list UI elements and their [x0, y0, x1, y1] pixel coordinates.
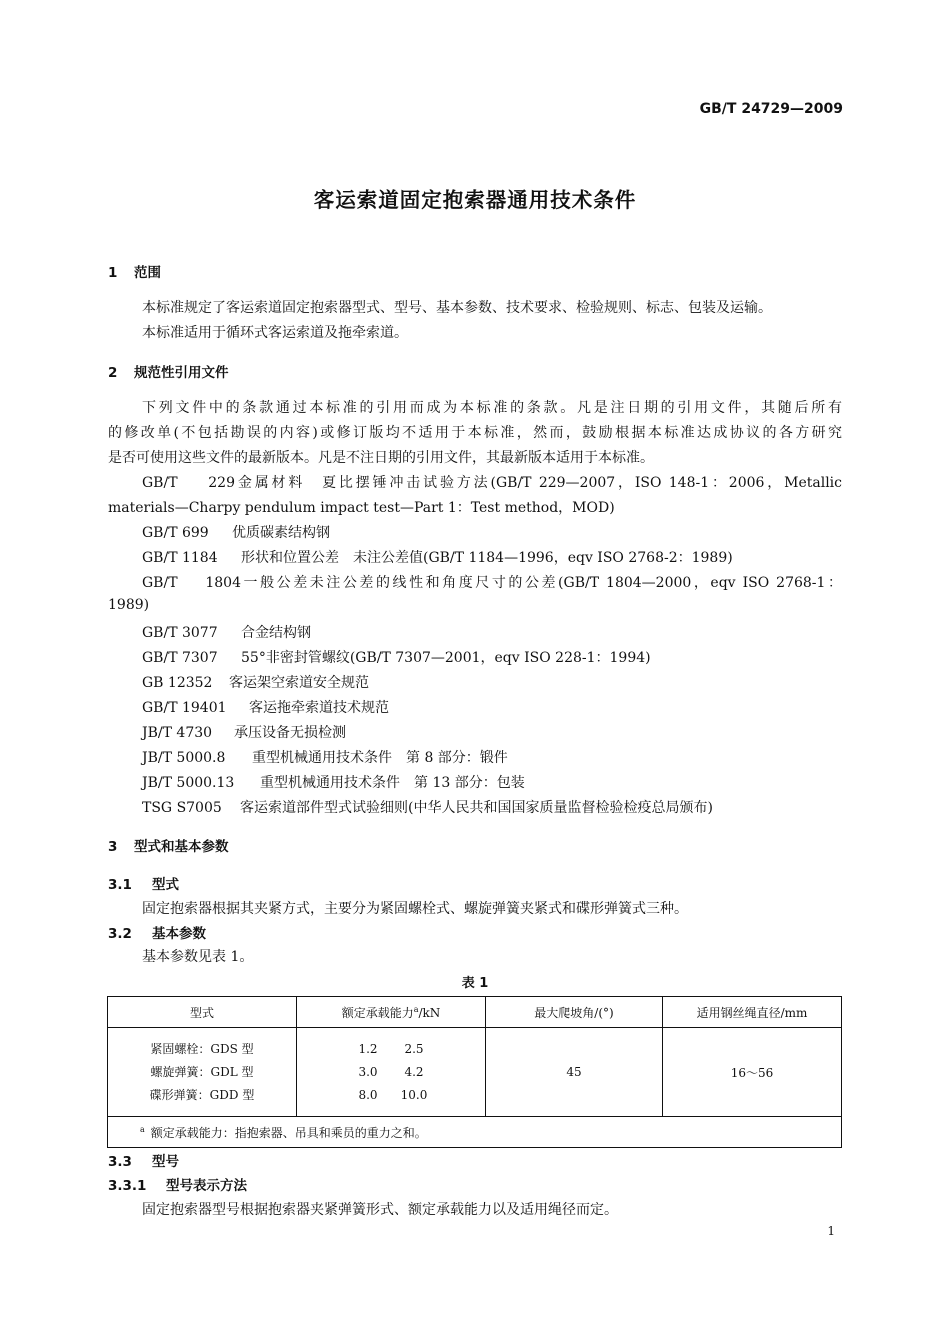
reference-title: 优质碳素结构钢	[232, 525, 330, 541]
section-title: 型号	[152, 1154, 179, 1170]
reference-item	[142, 672, 369, 692]
header-capacity-label: 额定承载能力	[341, 1005, 414, 1020]
section-number: 3.1	[108, 877, 132, 893]
reference-title: 一般公差未注公差的线性和角度尺寸的公差(GB/T 1804—2000，eqv ISO 2768-1：	[241, 575, 842, 591]
reference-item	[142, 747, 508, 767]
reference-code: GB/T 699	[142, 525, 209, 541]
capacity-value: 3.0	[358, 1064, 378, 1079]
section-3-heading	[108, 835, 229, 855]
reference-title: 形状和位置公差 未注公差值(GB/T 1184—1996，eqv ISO 2768-2：1989)	[241, 550, 733, 566]
diameter-cell: 16～56	[663, 1028, 842, 1117]
reference-code: GB 12352	[142, 675, 213, 691]
paragraph: 基本参数见表 1。	[142, 949, 254, 965]
subsection-3-3-1-heading	[108, 1174, 247, 1194]
reference-item	[142, 722, 346, 742]
section-number: 3.3	[108, 1154, 132, 1170]
reference-continuation: materials—Charpy pendulum impact test—Part 1：Test method，MOD)	[108, 500, 615, 516]
section-title: 型式和基本参数	[134, 839, 229, 855]
reference-title: 客运拖牵索道技术规范	[249, 700, 389, 716]
type-item: 紧固螺栓：GDS 型	[150, 1041, 254, 1056]
paragraph: 固定抱索器型号根据抱索器夹紧弹簧形式、额定承载能力以及适用绳径而定。	[142, 1202, 618, 1218]
type-item: 螺旋弹簧：GDL 型	[150, 1064, 254, 1079]
subsection-3-1-heading	[108, 873, 179, 893]
reference-item	[142, 522, 330, 542]
type-cell	[108, 1028, 297, 1117]
section-title: 型式	[152, 877, 179, 893]
section-title: 型号表示方法	[166, 1178, 247, 1194]
reference-item	[142, 472, 842, 492]
reference-item	[142, 572, 842, 592]
capacity-value: 2.5	[404, 1041, 424, 1056]
paragraph: 固定抱索器根据其夹紧方式，主要分为紧固螺栓式、螺旋弹簧夹紧式和碟形弹簧式三种。	[142, 901, 688, 917]
reference-item	[142, 647, 651, 667]
section-number: 3.2	[108, 926, 132, 942]
paragraph: 本标准适用于循环式客运索道及拖牵索道。	[142, 325, 408, 341]
table-footnote-row	[108, 1117, 842, 1148]
footnote-marker: a	[413, 1004, 419, 1014]
type-item: 碟形弹簧：GDD 型	[149, 1087, 255, 1102]
section-number: 2	[108, 365, 118, 381]
reference-title: 重型机械通用技术条件 第 13 部分：包装	[260, 775, 525, 791]
capacity-value: 10.0	[400, 1087, 428, 1102]
intro-line: 的修改单(不包括勘误的内容)或修订版均不适用于本标准，然而，鼓励根据本标准达成协议的各方研究	[108, 425, 842, 441]
header-capacity	[297, 997, 486, 1028]
section-number: 3	[108, 839, 118, 855]
reference-code: JB/T 5000.13	[142, 775, 235, 791]
section-title: 基本参数	[152, 926, 206, 942]
footnote-marker: a	[140, 1124, 145, 1134]
table-footnote	[108, 1117, 842, 1148]
reference-code: JB/T 4730	[142, 725, 213, 741]
table-caption: 表 1	[461, 976, 489, 991]
reference-code: GB/T 229	[142, 475, 235, 491]
capacity-cell	[297, 1028, 486, 1117]
intro-line: 下列文件中的条款通过本标准的引用而成为本标准的条款。凡是注日期的引用文件，其随后所有	[142, 400, 842, 416]
section-title: 范围	[134, 265, 161, 281]
reference-title: 合金结构钢	[241, 625, 311, 641]
reference-code: GB/T 3077	[142, 625, 218, 641]
header-angle: 最大爬坡角/(°)	[486, 997, 663, 1028]
angle-cell: 45	[486, 1028, 663, 1117]
reference-title: 客运索道部件型式试验细则(中华人民共和国国家质量监督检验检疫总局颁布)	[240, 800, 713, 816]
reference-item	[142, 772, 525, 792]
parameters-table	[107, 996, 842, 1148]
table-header-row	[108, 997, 842, 1028]
capacity-value: 4.2	[404, 1064, 424, 1079]
reference-code: GB/T 19401	[142, 700, 227, 716]
capacity-value: 1.2	[358, 1041, 378, 1056]
reference-item	[142, 622, 311, 642]
paragraph: 本标准规定了客运索道固定抱索器型式、型号、基本参数、技术要求、检验规则、标志、包装及运输。	[142, 300, 772, 316]
reference-title: 承压设备无损检测	[234, 725, 346, 741]
reference-continuation: 1989)	[108, 597, 150, 613]
standard-number: GB/T 24729—2009	[699, 101, 843, 117]
section-number: 3.3.1	[108, 1178, 147, 1194]
reference-code: JB/T 5000.8	[142, 750, 226, 766]
header-diameter: 适用钢丝绳直径/mm	[663, 997, 842, 1028]
reference-item	[142, 697, 389, 717]
footnote-text: 额定承载能力：指抱索器、吊具和乘员的重力之和。	[150, 1125, 427, 1140]
document-title: 客运索道固定抱索器通用技术条件	[313, 188, 637, 212]
reference-title: 重型机械通用技术条件 第 8 部分：锻件	[252, 750, 508, 766]
subsection-3-2-heading	[108, 922, 206, 942]
capacity-value: 8.0	[358, 1087, 378, 1102]
reference-title: 客运架空索道安全规范	[229, 675, 369, 691]
reference-code: GB/T 1804	[142, 575, 241, 591]
reference-item	[142, 547, 733, 567]
page-number: 1	[827, 1224, 835, 1238]
reference-item	[142, 797, 713, 817]
reference-code: TSG S7005	[142, 800, 222, 816]
intro-line: 是否可使用这些文件的最新版本。凡是不注日期的引用文件，其最新版本适用于本标准。	[108, 450, 654, 466]
section-number: 1	[108, 265, 118, 281]
reference-title: 55°非密封管螺纹(GB/T 7307—2001，eqv ISO 228-1：1994)	[241, 650, 651, 666]
reference-code: GB/T 1184	[142, 550, 218, 566]
header-type: 型式	[108, 997, 297, 1028]
subsection-3-3-heading	[108, 1150, 179, 1170]
section-1-heading	[108, 261, 161, 281]
table-row	[108, 1028, 842, 1117]
section-2-heading	[108, 361, 229, 381]
section-title: 规范性引用文件	[134, 365, 229, 381]
header-capacity-unit: /kN	[418, 1005, 441, 1020]
reference-title: 金属材料 夏比摆锤冲击试验方法(GB/T 229—2007，ISO 148-1：2006，Metallic	[235, 475, 842, 491]
reference-code: GB/T 7307	[142, 650, 218, 666]
